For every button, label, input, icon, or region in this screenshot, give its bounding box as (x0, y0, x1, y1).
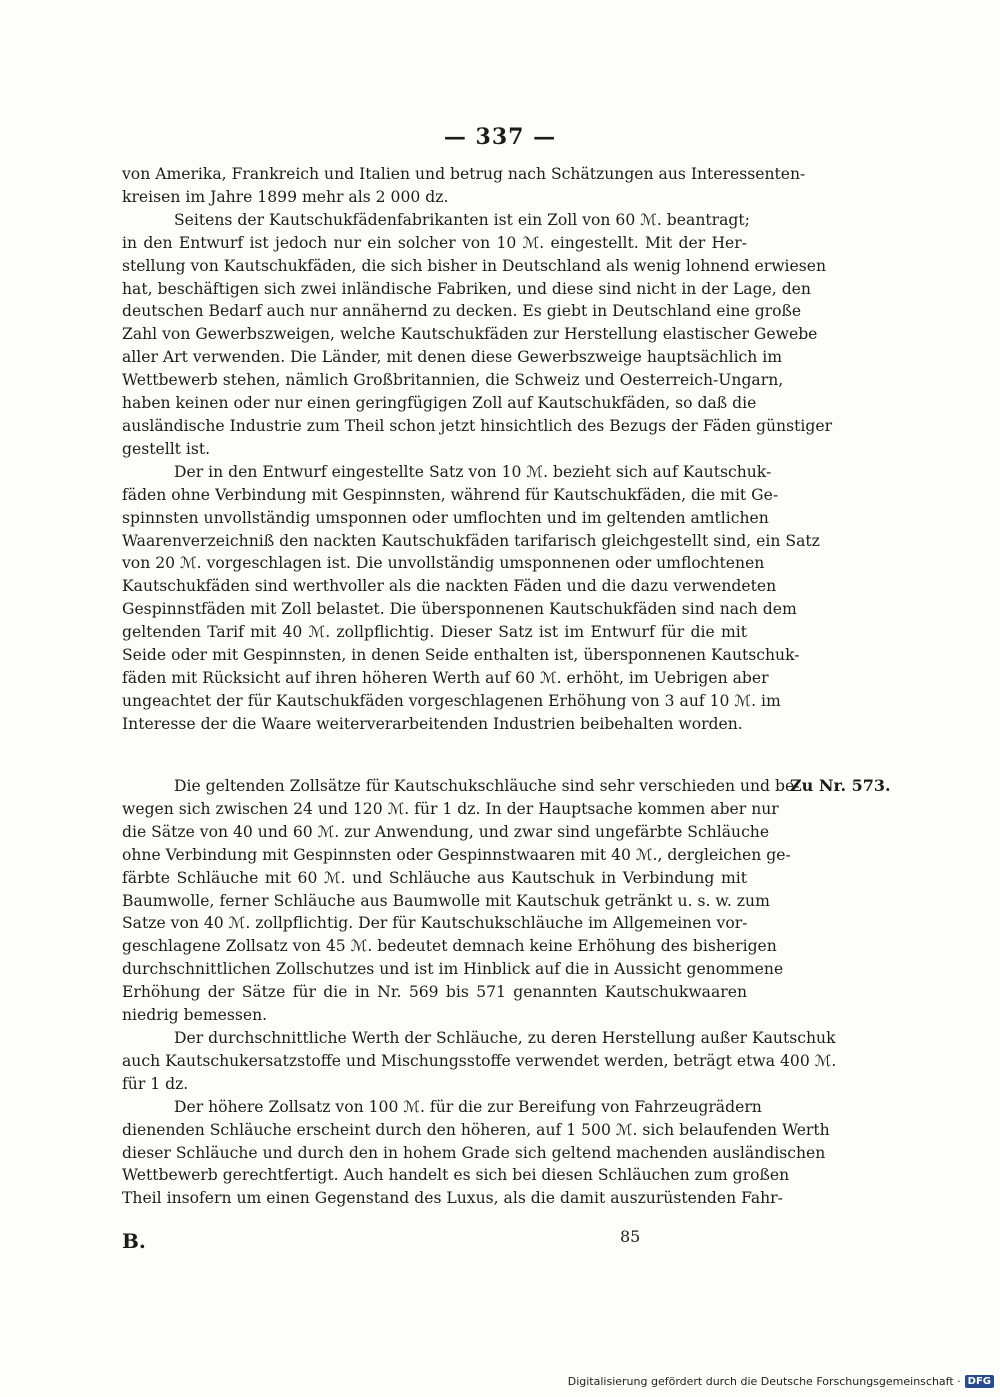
text-line: hat, beschäftigen sich zwei inländische Fabriken, und diese sind nicht in der Lage, den (122, 279, 811, 298)
text-line: haben keinen oder nur einen geringfügigen Zoll auf Kautschukfäden, so daß die (122, 394, 757, 413)
text-line: durchschnittlichen Zollschutzes und ist im Hinblick auf die in Aussicht genommene (122, 960, 784, 979)
text-line: gestellt ist. (122, 439, 211, 458)
text-line: für 1 dz. (122, 1074, 189, 1093)
text-line: auch Kautschukersatzstoffe und Mischungsstoffe verwendet werden, beträgt etwa 400 ℳ. (122, 1051, 837, 1070)
text-line: kreisen im Jahre 1899 mehr als 2 000 dz. (122, 187, 449, 206)
text-line: von Amerika, Frankreich und Italien und betrug nach Schätzungen aus Interessenten- (122, 165, 806, 183)
text-line: die Sätze von 40 und 60 ℳ. zur Anwendung, und zwar sind ungefärbte Schläuche (122, 822, 770, 841)
text-line: Wettbewerb stehen, nämlich Großbritannien, die Schweiz und Oesterreich-Ungarn, (122, 371, 784, 390)
text-line: deutschen Bedarf auch nur annähernd zu decken. Es giebt in Deutschland eine große (122, 302, 802, 321)
footer-text: Digitalisierung gefördert durch die Deutsche Forschungsgemeinschaft · (567, 1375, 961, 1388)
text-line: ausländische Industrie zum Theil schon jetzt hinsichtlich des Bezugs der Fäden günstiger (122, 416, 833, 435)
text-line: färbte Schläuche mit 60 ℳ. und Schläuche aus Kautschuk in Verbindung mit (122, 868, 747, 887)
text-line: Interesse der die Waare weiterverarbeitenden Industrien beibehalten worden. (122, 714, 743, 733)
text-line: Theil insofern um einen Gegenstand des Luxus, als die damit auszurüstenden Fahr- (122, 1189, 783, 1208)
text-block-kautschukschlaeuche (122, 775, 837, 1210)
text-line: von 20 ℳ. vorgeschlagen ist. Die unvollständig umsponnenen oder umflochtenen (122, 554, 765, 573)
text-line: Der höhere Zollsatz von 100 ℳ. für die zur Bereifung von Fahrzeugrädern (174, 1097, 762, 1116)
text-line: dienenden Schläuche erscheint durch den höheren, auf 1 500 ℳ. sich belaufenden Werth (122, 1120, 830, 1139)
text-line: Die geltenden Zollsätze für Kautschukschläuche sind sehr verschieden und be- (174, 777, 800, 795)
text-line: Gespinnstfäden mit Zoll belastet. Die übersponnenen Kautschukfäden sind nach dem (122, 600, 797, 619)
text-line: Erhöhung der Sätze für die in Nr. 569 bis 571 genannten Kautschukwaaren (122, 983, 747, 1002)
text-line: Baumwolle, ferner Schläuche aus Baumwolle mit Kautschuk getränkt u. s. w. zum (122, 891, 770, 910)
text-line: fäden ohne Verbindung mit Gespinnsten, während für Kautschukfäden, die mit Ge- (122, 485, 779, 504)
text-line: Der durchschnittliche Werth der Schläuche, zu deren Herstellung außer Kautschuk (174, 1028, 836, 1047)
signature-mark: B. (122, 1229, 146, 1253)
text-block-kautschukfaeden (122, 163, 833, 736)
text-line: wegen sich zwischen 24 und 120 ℳ. für 1 dz. In der Hauptsache kommen aber nur (122, 799, 779, 818)
text-line: spinnsten unvollständig umsponnen oder umflochten und im geltenden amtlichen (122, 508, 769, 527)
text-line: Zahl von Gewerbszweigen, welche Kautschukfäden zur Herstellung elastischer Gewebe (122, 325, 818, 344)
text-line: Waarenverzeichniß den nackten Kautschukfäden tarifarisch gleichgestellt sind, ein Satz (122, 531, 820, 550)
text-line: ohne Verbindung mit Gespinnsten oder Gespinnstwaaren mit 40 ℳ., dergleichen ge- (122, 845, 791, 864)
text-line: dieser Schläuche und durch den in hohem Grade sich geltend machenden ausländischen (122, 1143, 826, 1162)
text-line: aller Art verwenden. Die Länder, mit denen diese Gewerbszweige hauptsächlich im (122, 348, 783, 367)
text-line: Satze von 40 ℳ. zollpflichtig. Der für Kautschukschläuche im Allgemeinen vor- (122, 914, 748, 933)
text-line: Der in den Entwurf eingestellte Satz von 10 ℳ. bezieht sich auf Kautschuk- (174, 462, 772, 481)
text-line: stellung von Kautschukfäden, die sich bisher in Deutschland als wenig lohnend erwiesen (122, 256, 827, 275)
text-line: Seitens der Kautschukfädenfabrikanten ist ein Zoll von 60 ℳ. beantragt; (174, 210, 750, 229)
text-line: Seide oder mit Gespinnsten, in denen Seide enthalten ist, übersponnenen Kautschuk- (122, 646, 800, 665)
margin-note: Zu Nr. 573. (790, 776, 891, 795)
text-line: geltenden Tarif mit 40 ℳ. zollpflichtig. Dieser Satz ist im Entwurf für die mit (122, 623, 747, 642)
text-line: geschlagene Zollsatz von 45 ℳ. bedeutet demnach keine Erhöhung des bisherigen (122, 937, 777, 956)
dfg-logo: DFG (965, 1375, 994, 1388)
sheet-number: 85 (620, 1227, 641, 1246)
digitization-footer (568, 1375, 994, 1388)
text-line: ungeachtet der für Kautschukfäden vorgeschlagenen Erhöhung von 3 auf 10 ℳ. im (122, 691, 781, 710)
text-line: in den Entwurf ist jedoch nur ein solcher von 10 ℳ. eingestellt. Mit der Her- (122, 233, 747, 252)
text-line: Kautschukfäden sind werthvoller als die nackten Fäden und die dazu verwendeten (122, 577, 777, 596)
text-line: Wettbewerb gerechtfertigt. Auch handelt es sich bei diesen Schläuchen zum großen (122, 1166, 790, 1185)
text-line: niedrig bemessen. (122, 1006, 268, 1025)
page-number: — 337 — (443, 124, 557, 150)
text-line: fäden mit Rücksicht auf ihren höheren Werth auf 60 ℳ. erhöht, im Uebrigen aber (122, 668, 769, 687)
